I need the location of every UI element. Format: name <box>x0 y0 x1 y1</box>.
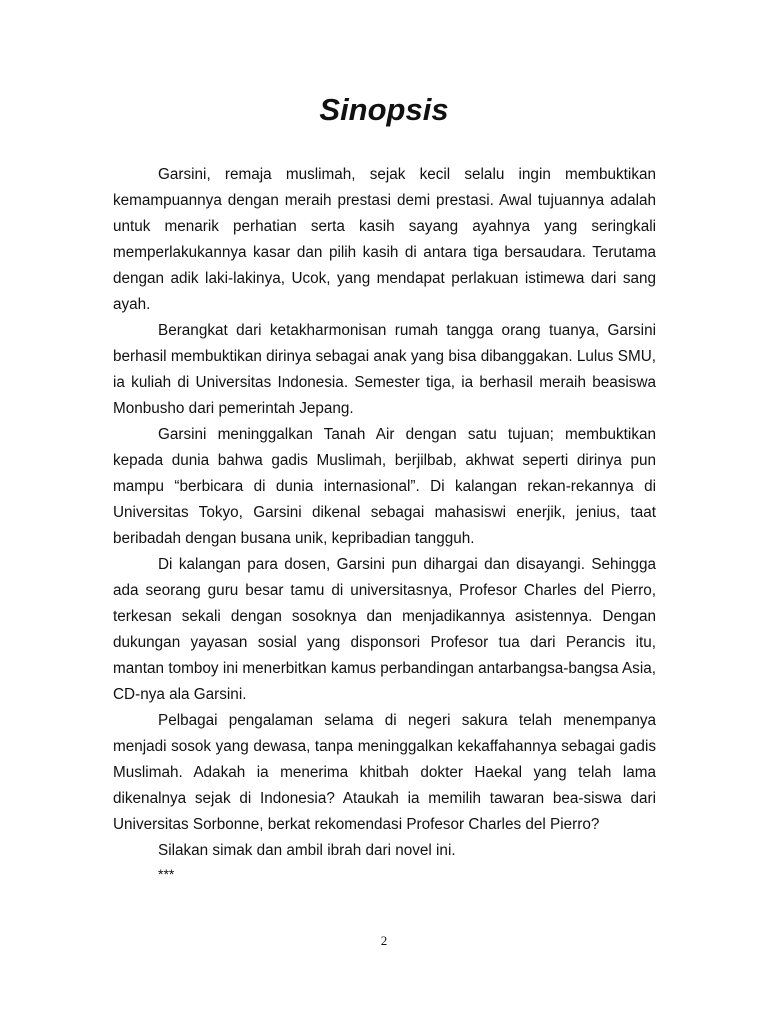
paragraph-1: Garsini, remaja muslimah, sejak kecil selalu ingin membuktikan kemampuannya dengan meraih prestasi demi prestasi. Awal tujuannya adalah untuk menarik perhatian serta kasih sayang ayahnya yang seringkali memperlakukannya kasar dan pilih kasih di antara tiga bersaudara. Terutama dengan adik laki-lakinya, Ucok, yang mendapat perlakuan istimewa dari sang ayah. <box>113 166 656 313</box>
paragraph-6: Silakan simak dan ambil ibrah dari novel ini. <box>158 842 456 859</box>
page-number: 2 <box>380 933 388 948</box>
paragraph-4: Di kalangan para dosen, Garsini pun dihargai dan disayangi. Sehingga ada seorang guru besar tamu di universitasnya, Profesor Charles del Pierro, terkesan sekali dengan sosoknya dan menjadikannya asistennya. Dengan dukungan yayasan sosial yang disponsori Profesor tua dari Perancis itu, mantan tomboy ini menerbitkan kamus perbandingan antarbangsa-bangsa Asia, CD-nya ala Garsini. <box>113 556 656 703</box>
paragraph-2: Berangkat dari ketakharmonisan rumah tangga orang tuanya, Garsini berhasil membuktikan dirinya sebagai anak yang bisa dibanggakan. Lulus SMU, ia kuliah di Universitas Indonesia. Semester tiga, ia berhasil meraih beasiswa Monbusho dari pemerintah Jepang. <box>113 322 656 417</box>
synopsis-body <box>113 162 656 884</box>
paragraph-5: Pelbagai pengalaman selama di negeri sakura telah menempanya menjadi sosok yang dewasa, tanpa meninggalkan kekaffahannya sebagai gadis Muslimah. Adakah ia menerima khitbah dokter Haekal yang telah lama dikenalnya sejak di Indonesia? Ataukah ia memilih tawaran bea-siswa dari Universitas Sorbonne, berkat rekomendasi Profesor Charles del Pierro? <box>113 712 656 833</box>
page-title: Sinopsis <box>319 92 449 127</box>
section-separator: *** <box>158 866 175 882</box>
paragraph-3: Garsini meninggalkan Tanah Air dengan satu tujuan; membuktikan kepada dunia bahwa gadis Muslimah, berjilbab, akhwat seperti dirinya pun mampu “berbicara di dunia internasional”. Di kalangan rekan-rekannya di Universitas Tokyo, Garsini dikenal sebagai mahasiswi enerjik, jenius, taat beribadah dengan busana unik, kepribadian tangguh. <box>113 426 656 547</box>
